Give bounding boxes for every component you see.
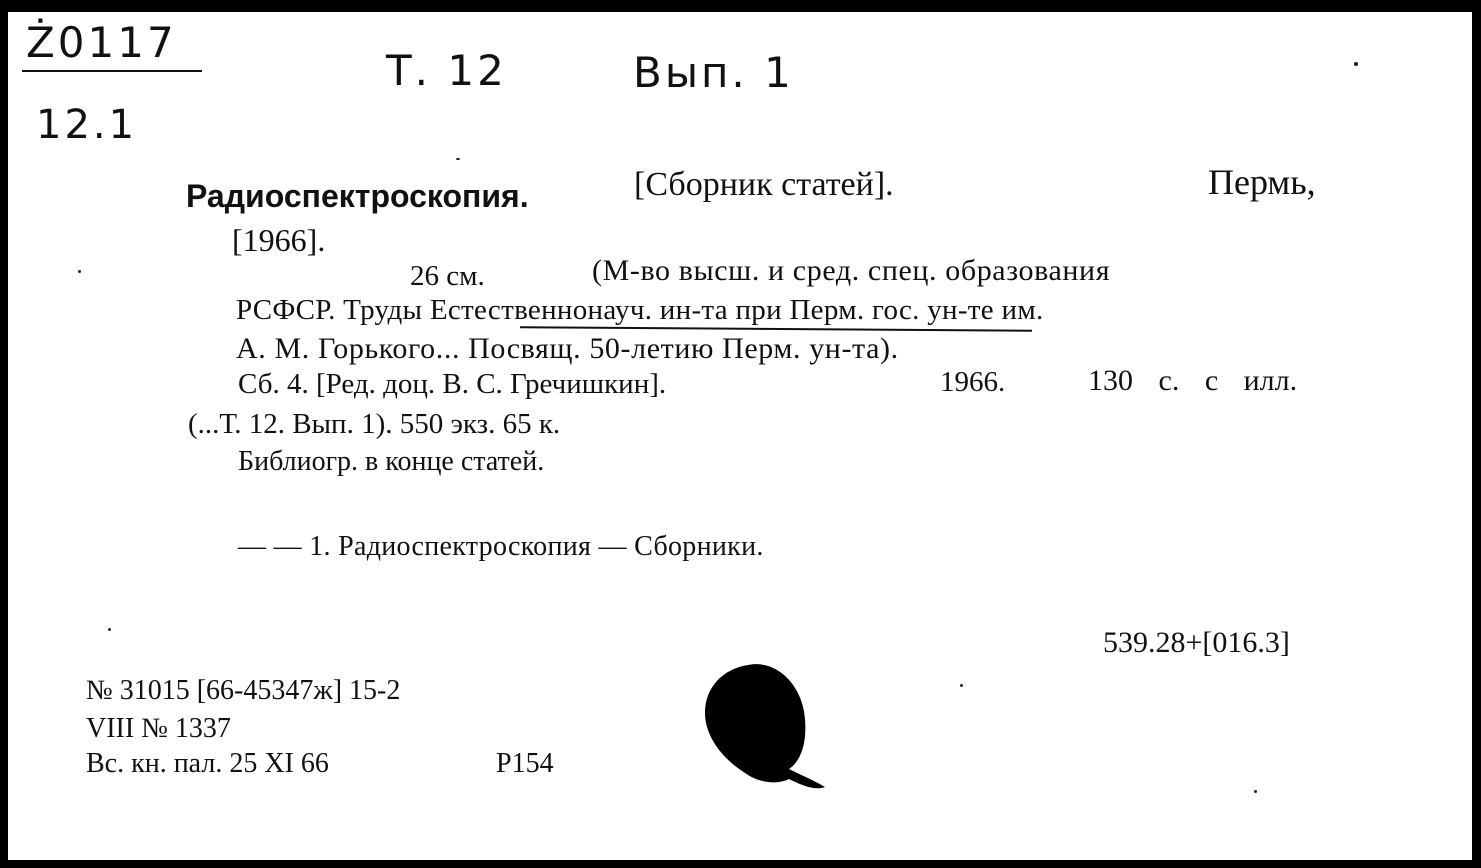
call-number-divider bbox=[22, 70, 202, 72]
classification-code: 539.28+[016.3] bbox=[1103, 626, 1290, 659]
record-subtitle: [Сборник статей]. bbox=[634, 166, 894, 203]
record-collection-year: 1966. bbox=[940, 366, 1006, 398]
record-year: [1966]. bbox=[232, 222, 326, 258]
record-series-line-1: (М-во высш. и сред. спец. образования bbox=[592, 254, 1111, 287]
record-place: Пермь, bbox=[1208, 162, 1316, 202]
record-collection-pages: 130 с. с илл. bbox=[1088, 364, 1298, 397]
record-title: Радиоспектроскопия. bbox=[186, 178, 529, 214]
catalog-card bbox=[8, 12, 1472, 860]
record-physical: 26 см. bbox=[410, 260, 485, 292]
record-volume-line: (...Т. 12. Вып. 1). 550 экз. 65 к. bbox=[188, 408, 561, 440]
scan-speck bbox=[960, 684, 963, 687]
scan-speck bbox=[1254, 790, 1257, 793]
footer-line-1: № 31015 [66-45347ж] 15-2 bbox=[86, 675, 401, 706]
record-series-line-2: РСФСР. Труды Естественнонауч. ин-та при Перм. гос. ун-те им. bbox=[236, 294, 1044, 326]
handwritten-issue: Вып. 1 bbox=[633, 48, 794, 97]
record-note: Библиогр. в конце статей. bbox=[238, 446, 545, 477]
record-subject: — — 1. Радиоспектроскопия — Сборники. bbox=[238, 531, 764, 562]
ink-blot bbox=[693, 657, 833, 797]
handwritten-volume: Т. 12 bbox=[386, 46, 507, 95]
scan-speck bbox=[78, 270, 81, 273]
footer-line-3b: Р154 bbox=[496, 748, 554, 779]
handwritten-call-number-top: Ż0117 bbox=[26, 18, 177, 67]
footer-line-2: VIII № 1337 bbox=[86, 713, 231, 744]
record-collection-editor: Сб. 4. [Ред. доц. В. С. Гречишкин]. bbox=[238, 368, 667, 400]
footer-line-3a: Вс. кн. пал. 25 XI 66 bbox=[86, 748, 329, 779]
scan-speck bbox=[456, 158, 460, 160]
series-underline bbox=[520, 326, 1032, 332]
handwritten-call-number-bottom: 12.1 bbox=[36, 102, 138, 148]
record-series-line-3: А. М. Горького... Посвящ. 50-летию Перм. ун-та). bbox=[236, 332, 899, 365]
scan-speck bbox=[108, 628, 111, 631]
scan-speck bbox=[1354, 62, 1358, 66]
